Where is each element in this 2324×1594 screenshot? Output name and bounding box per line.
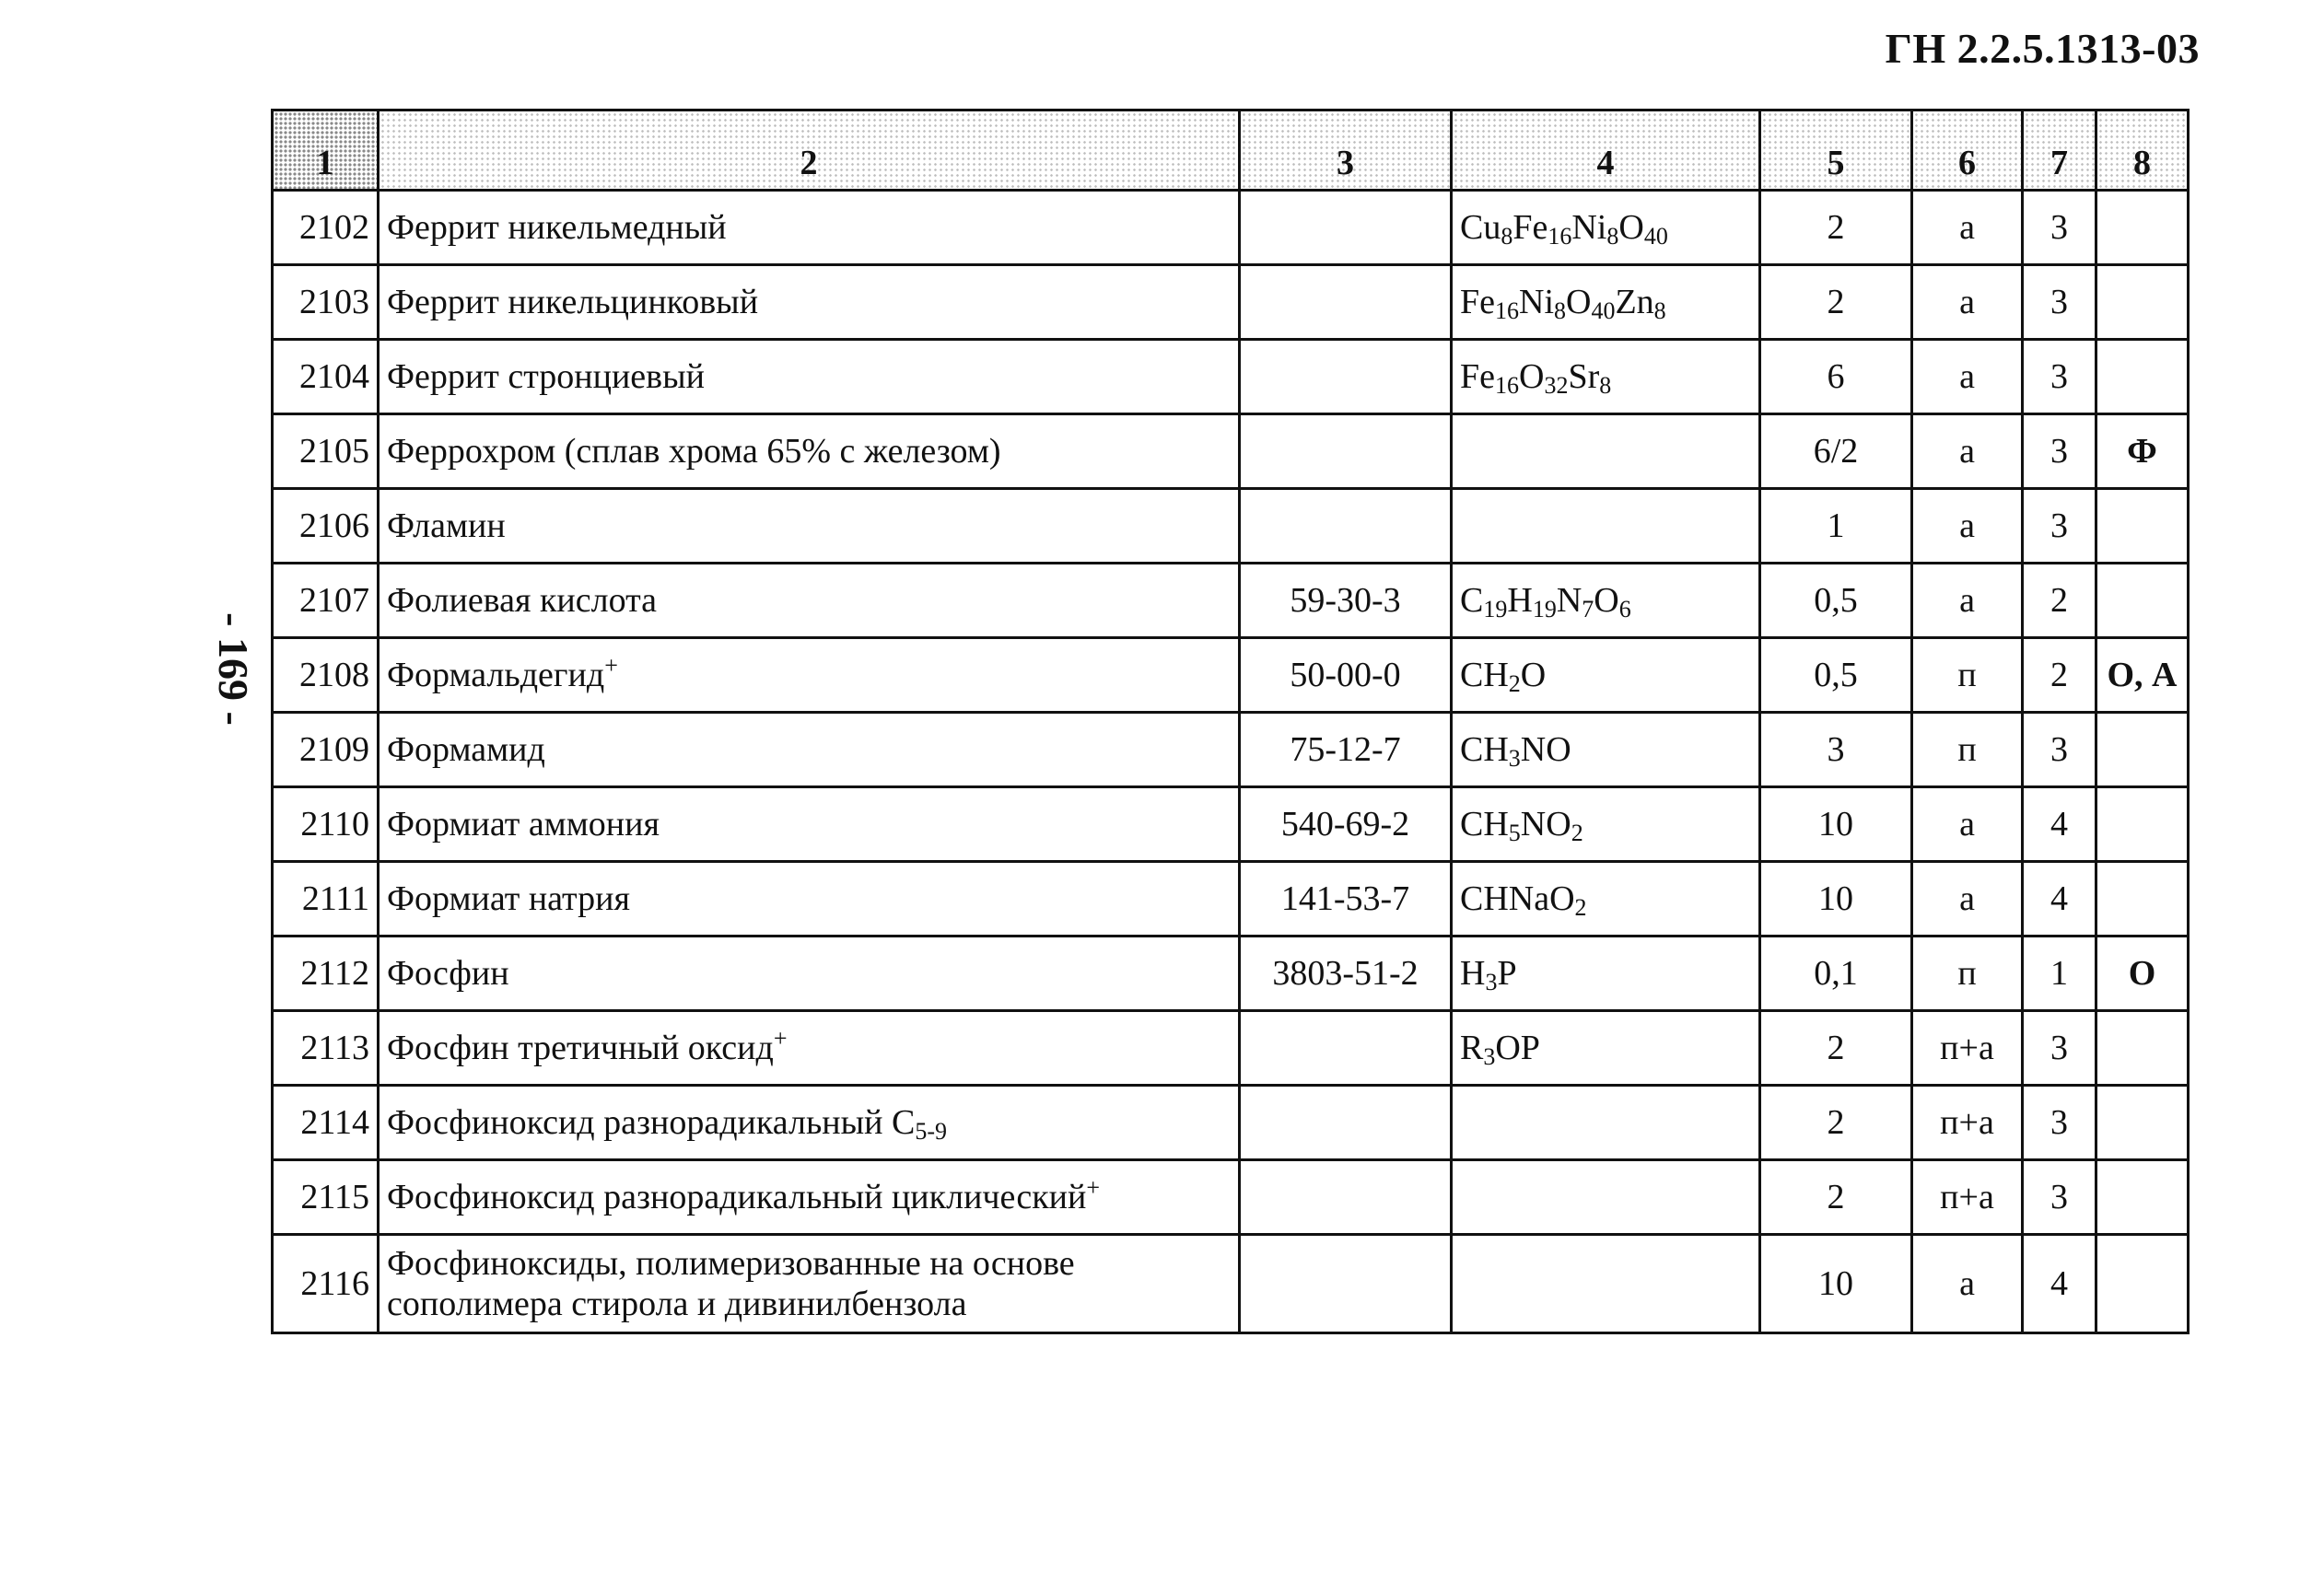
substance-number: 2108: [273, 638, 379, 713]
substance-number: 2106: [273, 489, 379, 564]
cas-number: 141-53-7: [1240, 862, 1452, 937]
hazard-class: 3: [2023, 191, 2096, 265]
concentration-value: 2: [1760, 191, 1912, 265]
substance-name: Феррит никельцинковый: [379, 265, 1240, 340]
substance-name: Формиат аммония: [379, 787, 1240, 862]
table-row: [273, 1011, 2189, 1086]
note: [2096, 489, 2189, 564]
substance-number: 2107: [273, 564, 379, 638]
table-row: [273, 564, 2189, 638]
hazard-class: 3: [2023, 1086, 2096, 1160]
cas-number: [1240, 265, 1452, 340]
table-body: [273, 191, 2189, 1333]
chemical-formula: $H_3P$: [1452, 937, 1760, 1011]
substance-name: Формиат натрия: [379, 862, 1240, 937]
note: [2096, 564, 2189, 638]
note: [2096, 713, 2189, 787]
page-number: - 169 -: [209, 612, 257, 726]
table-row: [273, 191, 2189, 265]
concentration-value: 0,5: [1760, 638, 1912, 713]
hazard-class: 3: [2023, 340, 2096, 414]
hazard-class: 4: [2023, 862, 2096, 937]
table-row: [273, 937, 2189, 1011]
note: [2096, 265, 2189, 340]
substance-number: 2109: [273, 713, 379, 787]
chemical-formula: [1452, 414, 1760, 489]
substance-number: 2103: [273, 265, 379, 340]
substance-name: Феррит стронциевый: [379, 340, 1240, 414]
hazard-class: 2: [2023, 564, 2096, 638]
column-header: 4: [1452, 111, 1760, 191]
aggregate-state: п: [1912, 713, 2023, 787]
substance-name: Формамид: [379, 713, 1240, 787]
concentration-value: 2: [1760, 1011, 1912, 1086]
table-row: [273, 1086, 2189, 1160]
aggregate-state: a: [1912, 489, 2023, 564]
cas-number: [1240, 1011, 1452, 1086]
chemical-formula: $Cu_8Fe_{16}Ni_8O_{40}$: [1452, 191, 1760, 265]
aggregate-state: a: [1912, 1235, 2023, 1333]
cas-number: [1240, 1086, 1452, 1160]
hazard-class: 3: [2023, 713, 2096, 787]
substance-number: 2115: [273, 1160, 379, 1235]
table-row: [273, 489, 2189, 564]
note: [2096, 862, 2189, 937]
table-row: [273, 265, 2189, 340]
substance-name: Фосфин: [379, 937, 1240, 1011]
aggregate-state: a: [1912, 862, 2023, 937]
concentration-value: 2: [1760, 1086, 1912, 1160]
chemical-formula: $R_3OP$: [1452, 1011, 1760, 1086]
note: [2096, 1011, 2189, 1086]
note: [2096, 787, 2189, 862]
table-row: [273, 638, 2189, 713]
concentration-value: 3: [1760, 713, 1912, 787]
table-row: [273, 414, 2189, 489]
substance-number: 2116: [273, 1235, 379, 1333]
concentration-value: 6: [1760, 340, 1912, 414]
cas-number: [1240, 1235, 1452, 1333]
cas-number: 3803-51-2: [1240, 937, 1452, 1011]
aggregate-state: a: [1912, 191, 2023, 265]
column-header: 2: [379, 111, 1240, 191]
hazard-class: 2: [2023, 638, 2096, 713]
aggregate-state: п+а: [1912, 1086, 2023, 1160]
cas-number: 50-00-0: [1240, 638, 1452, 713]
hazard-class: 3: [2023, 489, 2096, 564]
concentration-value: 0,5: [1760, 564, 1912, 638]
cas-number: [1240, 1160, 1452, 1235]
substance-table: [271, 109, 2190, 1334]
note: [2096, 191, 2189, 265]
aggregate-state: a: [1912, 787, 2023, 862]
chemical-formula: CHNaO$_2$: [1452, 862, 1760, 937]
substance-number: 2111: [273, 862, 379, 937]
table-row: [273, 862, 2189, 937]
table-row: [273, 340, 2189, 414]
substance-number: 2112: [273, 937, 379, 1011]
hazard-class: 3: [2023, 414, 2096, 489]
concentration-value: 2: [1760, 1160, 1912, 1235]
hazard-class: 4: [2023, 1235, 2096, 1333]
table-row: [273, 713, 2189, 787]
cas-number: [1240, 414, 1452, 489]
aggregate-state: a: [1912, 564, 2023, 638]
concentration-value: 2: [1760, 265, 1912, 340]
table-row: [273, 787, 2189, 862]
substance-number: 2110: [273, 787, 379, 862]
substance-name: Фосфиноксид разнорадикальный циклический+: [379, 1160, 1240, 1235]
note: Ф: [2096, 414, 2189, 489]
note: [2096, 340, 2189, 414]
substance-name: Фосфиноксид разнорадикальный $C_{5-9}$: [379, 1086, 1240, 1160]
substance-name: Фосфиноксиды, полимеризованные на основе сополимера стирола и дивинилбензола: [379, 1235, 1240, 1333]
concentration-value: 10: [1760, 862, 1912, 937]
concentration-value: 0,1: [1760, 937, 1912, 1011]
column-header: 1: [273, 111, 379, 191]
column-header: 8: [2096, 111, 2189, 191]
substance-name: Феррохром (сплав хрома 65% с железом): [379, 414, 1240, 489]
chemical-formula: [1452, 489, 1760, 564]
column-header: 7: [2023, 111, 2096, 191]
hazard-class: 1: [2023, 937, 2096, 1011]
cas-number: [1240, 489, 1452, 564]
chemical-formula: [1452, 1235, 1760, 1333]
hazard-class: 4: [2023, 787, 2096, 862]
note: О, А: [2096, 638, 2189, 713]
note: [2096, 1086, 2189, 1160]
substance-name: Фолиевая кислота: [379, 564, 1240, 638]
substance-name: Фламин: [379, 489, 1240, 564]
document-code: ГН 2.2.5.1313-03: [1885, 25, 2200, 72]
column-header: 3: [1240, 111, 1452, 191]
cas-number: 59-30-3: [1240, 564, 1452, 638]
substance-name: Фосфин третичный оксид+: [379, 1011, 1240, 1086]
header-row: [273, 111, 2189, 191]
cas-number: [1240, 340, 1452, 414]
chemical-formula: $CH_5NO_2$: [1452, 787, 1760, 862]
hazard-class: 3: [2023, 265, 2096, 340]
note: [2096, 1160, 2189, 1235]
note: О: [2096, 937, 2189, 1011]
column-header: 5: [1760, 111, 1912, 191]
cas-number: 75-12-7: [1240, 713, 1452, 787]
table-row: [273, 1160, 2189, 1235]
substance-number: 2105: [273, 414, 379, 489]
cas-number: 540-69-2: [1240, 787, 1452, 862]
substance-number: 2102: [273, 191, 379, 265]
concentration-value: 1: [1760, 489, 1912, 564]
chemical-formula: $CH_2O$: [1452, 638, 1760, 713]
concentration-value: 10: [1760, 1235, 1912, 1333]
chemical-formula: $Fe_{16}O_{32}Sr_8$: [1452, 340, 1760, 414]
chemical-formula: [1452, 1086, 1760, 1160]
note: [2096, 1235, 2189, 1333]
chemical-formula: $CH_3NO$: [1452, 713, 1760, 787]
substance-number: 2113: [273, 1011, 379, 1086]
substance-name: Феррит никельмедный: [379, 191, 1240, 265]
aggregate-state: a: [1912, 340, 2023, 414]
substance-name: Формальдегид+: [379, 638, 1240, 713]
aggregate-state: a: [1912, 414, 2023, 489]
substance-number: 2114: [273, 1086, 379, 1160]
column-header: 6: [1912, 111, 2023, 191]
aggregate-state: п+а: [1912, 1160, 2023, 1235]
concentration-value: 10: [1760, 787, 1912, 862]
aggregate-state: п: [1912, 937, 2023, 1011]
chemical-formula: [1452, 1160, 1760, 1235]
aggregate-state: п: [1912, 638, 2023, 713]
cas-number: [1240, 191, 1452, 265]
hazard-class: 3: [2023, 1160, 2096, 1235]
table-row: [273, 1235, 2189, 1333]
aggregate-state: a: [1912, 265, 2023, 340]
chemical-formula: $Fe_{16}Ni_8O_{40}Zn_8$: [1452, 265, 1760, 340]
chemical-formula: $C_{19}H_{19}N_7O_6$: [1452, 564, 1760, 638]
substance-number: 2104: [273, 340, 379, 414]
aggregate-state: п+а: [1912, 1011, 2023, 1086]
hazard-class: 3: [2023, 1011, 2096, 1086]
concentration-value: 6/2: [1760, 414, 1912, 489]
